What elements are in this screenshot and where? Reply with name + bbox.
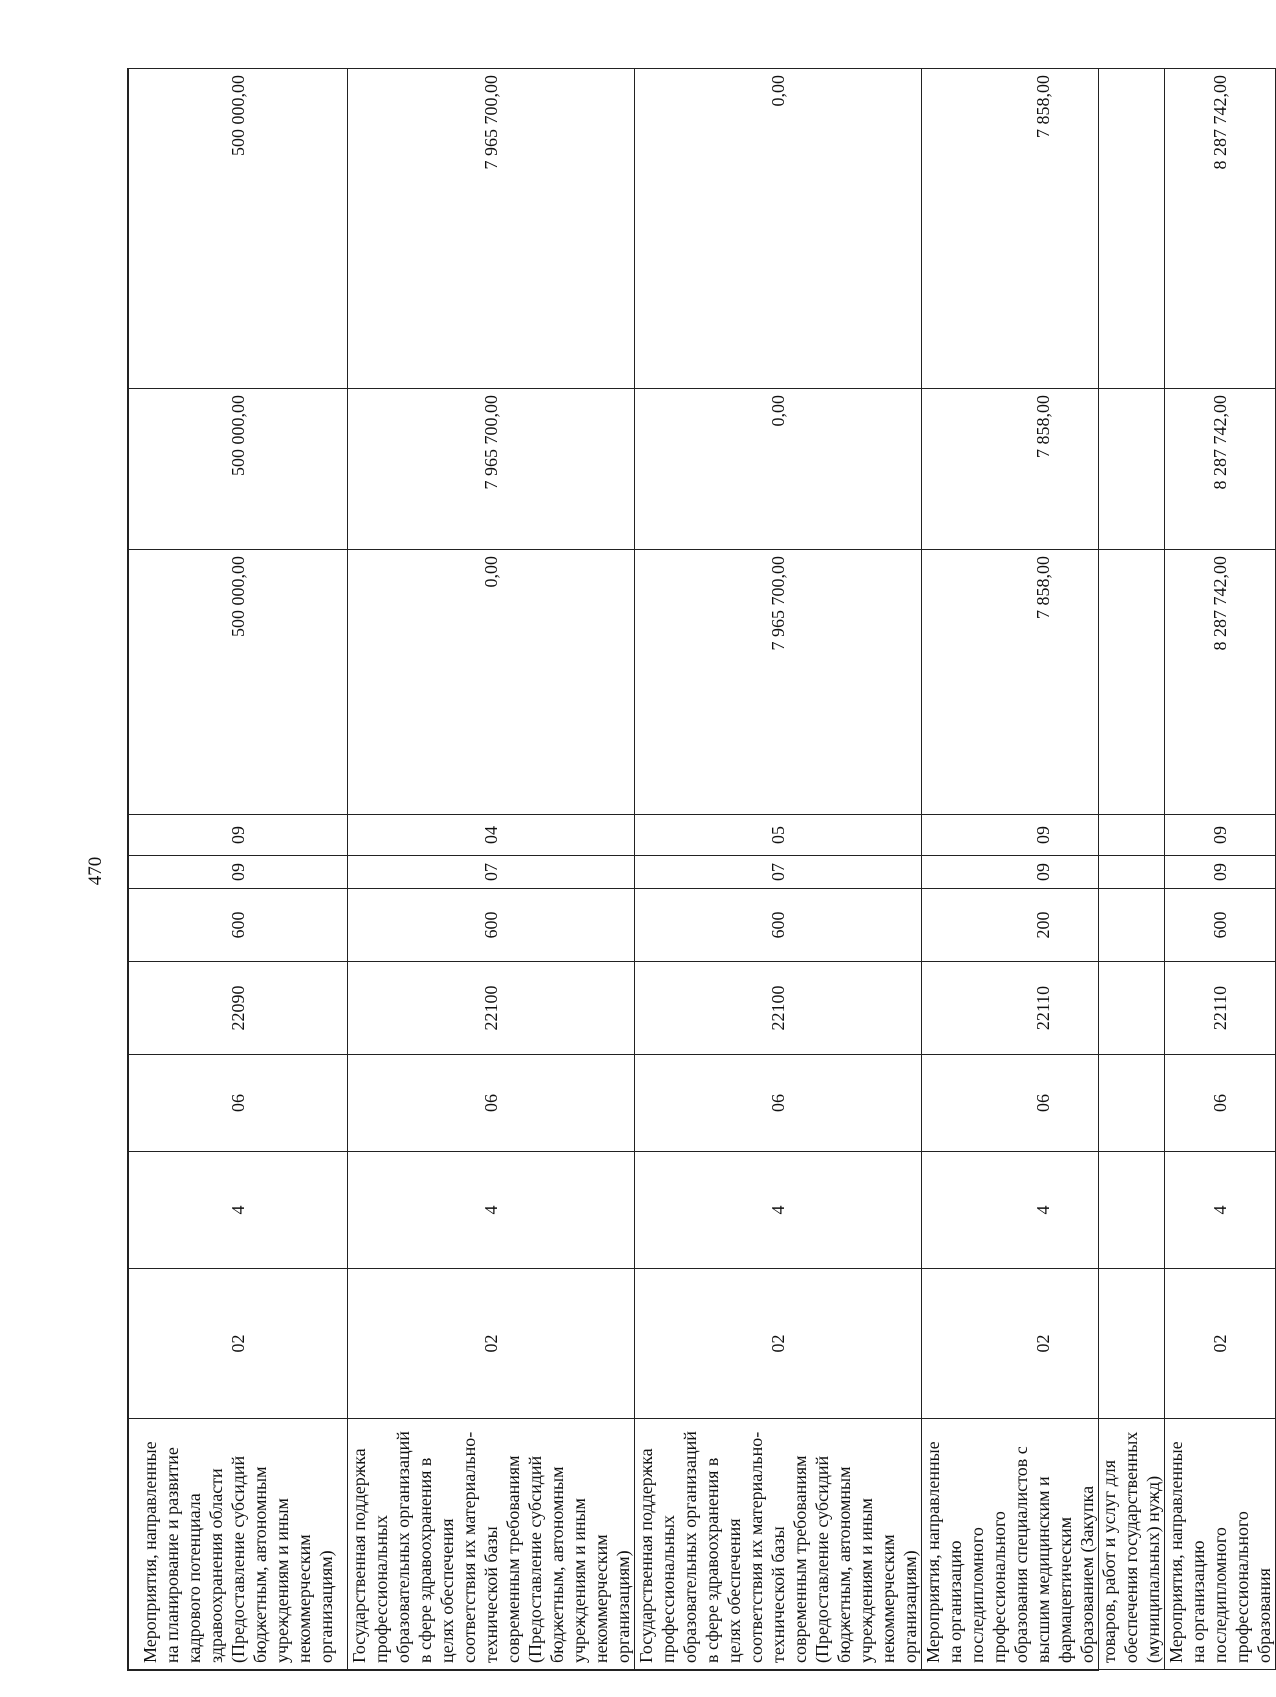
cell-vr: 600: [635, 889, 922, 962]
cell-sum2: 7 965 700,00: [348, 389, 635, 550]
cell-sum3: 0,00: [635, 69, 922, 389]
cell-sum2: 8 287 742,00: [1165, 389, 1276, 550]
cell-rz: 09: [922, 856, 1165, 889]
cell-pr: 09: [1165, 815, 1276, 856]
cell-sum2: 7 858,00: [922, 389, 1165, 550]
cell-sum2: 0,00: [635, 389, 922, 550]
cell-code4: 22110: [1165, 962, 1276, 1055]
row-name: Государственная поддержка профессиональных образовательных организаций в сфере здравоохранения в целях обеспечения соответствия их материально-технической базы современным требованиям (Предоставление субсидий бюджетным, автономным учреждениям и иным некоммерческим организациям): [635, 1419, 922, 1670]
budget-table-rotated: [128, 69, 1274, 1670]
cell-sum1: 8 287 742,00: [1165, 550, 1276, 815]
cell-pr: 05: [635, 815, 922, 856]
cell-code1: 02: [922, 1269, 1165, 1419]
cell-rz: 07: [635, 856, 922, 889]
cell-sum3: 7 858,00: [922, 69, 1165, 389]
cell-rz: 09: [1165, 856, 1276, 889]
cell-pr: 09: [922, 815, 1165, 856]
cell-code4: 22100: [348, 962, 635, 1055]
cell-vr: 600: [348, 889, 635, 962]
cell-code2: 4: [129, 1152, 348, 1269]
cell-code3: 06: [635, 1055, 922, 1152]
table-row: [348, 69, 635, 1670]
budget-table: [127, 68, 1274, 1671]
cell-code3: 06: [1165, 1055, 1276, 1152]
cell-sum2: 500 000,00: [129, 389, 348, 550]
row-name: Мероприятия, направленные на организацию последипломного профессионального образования: [1165, 1419, 1276, 1670]
cell-rz: 07: [348, 856, 635, 889]
cell-code4: 22090: [129, 962, 348, 1055]
table-row: [922, 69, 1165, 1670]
cell-code2: 4: [348, 1152, 635, 1269]
cell-code4: 22110: [922, 962, 1165, 1055]
budget-table-grid: [128, 68, 1276, 1670]
cell-sum3: 7 965 700,00: [348, 69, 635, 389]
cell-sum1: 0,00: [348, 550, 635, 815]
row-name: Мероприятия, направленные на организацию последипломного профессионального образования специалистов с высшим медицинским и фармацевтическим образованием (Закупка товаров, работ и услуг для обеспечения государственных (муниципальных) нужд): [922, 1419, 1165, 1670]
cell-vr: 600: [129, 889, 348, 962]
table-row: [635, 69, 922, 1670]
page-number: 470: [85, 856, 106, 886]
cell-rz: 09: [129, 856, 348, 889]
cell-vr: 200: [922, 889, 1165, 962]
cell-code4: 22100: [635, 962, 922, 1055]
cell-sum1: 500 000,00: [129, 550, 348, 815]
cell-sum1: 7 858,00: [922, 550, 1165, 815]
cell-pr: 09: [129, 815, 348, 856]
cell-vr: 600: [1165, 889, 1276, 962]
cell-code3: 06: [922, 1055, 1165, 1152]
row-name: Государственная поддержка профессиональных образовательных организаций в сфере здравоохранения в целях обеспечения соответствия их материально-технической базы современным требованиям (Предоставление субсидий бюджетным, автономным учреждениям и иным некоммерческим организациям): [348, 1419, 635, 1670]
cell-code3: 06: [129, 1055, 348, 1152]
cell-sum3: 500 000,00: [129, 69, 348, 389]
table-row: [1165, 69, 1276, 1670]
cell-code2: 4: [635, 1152, 922, 1269]
cell-code1: 02: [1165, 1269, 1276, 1419]
cell-sum1: 7 965 700,00: [635, 550, 922, 815]
cell-code2: 4: [1165, 1152, 1276, 1269]
cell-code3: 06: [348, 1055, 635, 1152]
cell-code1: 02: [129, 1269, 348, 1419]
table-row: [129, 69, 348, 1670]
cell-code1: 02: [348, 1269, 635, 1419]
cell-pr: 04: [348, 815, 635, 856]
cell-code2: 4: [922, 1152, 1165, 1269]
cell-sum3: 8 287 742,00: [1165, 69, 1276, 389]
row-name: Мероприятия, направленные на планирование и развитие кадрового потенциала здравоохранения области (Предоставление субсидий бюджетным, автономным учреждениям и иным некоммерческим организациям): [129, 1419, 348, 1670]
cell-code1: 02: [635, 1269, 922, 1419]
